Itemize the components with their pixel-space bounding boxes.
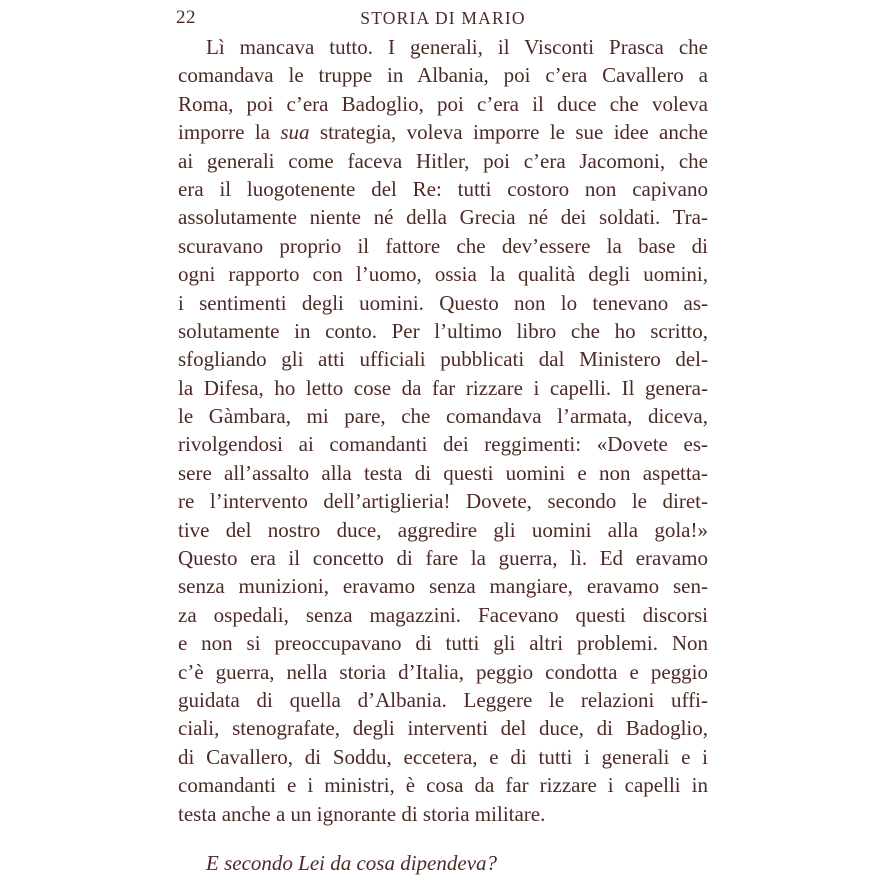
body-line: Questo era il concetto di fare la guerra, lì. Ed eravamo: [178, 546, 708, 571]
body-line: di Cavallero, di Soddu, eccetera, e di tutti i generali e i: [178, 744, 708, 769]
body-line: testa anche a un ignorante di storia militare.: [178, 801, 546, 826]
body-line: c’è guerra, nella storia d’Italia, peggio condotta e peggio: [178, 659, 708, 684]
interviewer-question: [206, 849, 708, 877]
body-line: i sentimenti degli uomini. Questo non lo tenevano as-: [178, 290, 708, 315]
body-line: ogni rapporto con l’uomo, ossia la qualità degli uomini,: [178, 262, 708, 287]
running-header: STORIA DI MARIO: [360, 8, 526, 28]
body-line: senza munizioni, eravamo senza mangiare, eravamo sen-: [178, 574, 708, 599]
body-line: za ospedali, senza magazzini. Facevano questi discorsi: [178, 602, 708, 627]
body-line: Lì mancava tutto. I generali, il Visconti Prasca che: [206, 35, 708, 59]
body-line: tive del nostro duce, aggredire gli uomini alla gola!»: [178, 517, 708, 542]
body-line: re l’intervento dell’artiglieria! Dovete, secondo le diret-: [178, 489, 708, 514]
body-line: ai generali come faceva Hitler, poi c’era Jacomoni, che: [178, 148, 708, 173]
body-line: era il luogotenente del Re: tutti costoro non capivano: [178, 176, 708, 201]
body-line: assolutamente niente né della Grecia né dei soldati. Tra-: [178, 205, 708, 230]
page-number: 22: [176, 7, 196, 28]
body-line: Roma, poi c’era Badoglio, poi c’era il duce che voleva: [178, 91, 708, 116]
body-line: comandanti e i ministri, è cosa da far rizzare i capelli in: [178, 773, 708, 798]
body-line: sfogliando gli atti ufficiali pubblicati dal Ministero del-: [178, 347, 708, 372]
body-text: [178, 33, 708, 828]
body-line: solutamente in conto. Per l’ultimo libro che ho scritto,: [178, 318, 708, 343]
interviewer-question-text: E secondo Lei da cosa dipendeva?: [206, 851, 498, 875]
body-line: comandava le truppe in Albania, poi c’era Cavallero a: [178, 63, 708, 88]
body-line: rivolgendosi ai comandanti dei reggimenti: «Dovete es-: [178, 432, 708, 457]
body-line: scuravano proprio il fattore che dev’essere la base di: [178, 233, 708, 258]
body-line: sere all’assalto alla testa di questi uomini e non aspetta-: [178, 460, 708, 485]
body-line: guidata di quella d’Albania. Leggere le relazioni uffi-: [178, 687, 708, 712]
body-line: la Difesa, ho letto cose da far rizzare i capelli. Il genera-: [178, 375, 708, 400]
body-line: ciali, stenografate, degli interventi del duce, di Badoglio,: [178, 716, 708, 741]
body-line: le Gàmbara, mi pare, che comandava l’armata, diceva,: [178, 404, 708, 429]
body-line: e non si preoccupavano di tutti gli altri problemi. Non: [178, 631, 708, 656]
body-line: imporre la sua strategia, voleva imporre le sue idee anche: [178, 120, 708, 145]
